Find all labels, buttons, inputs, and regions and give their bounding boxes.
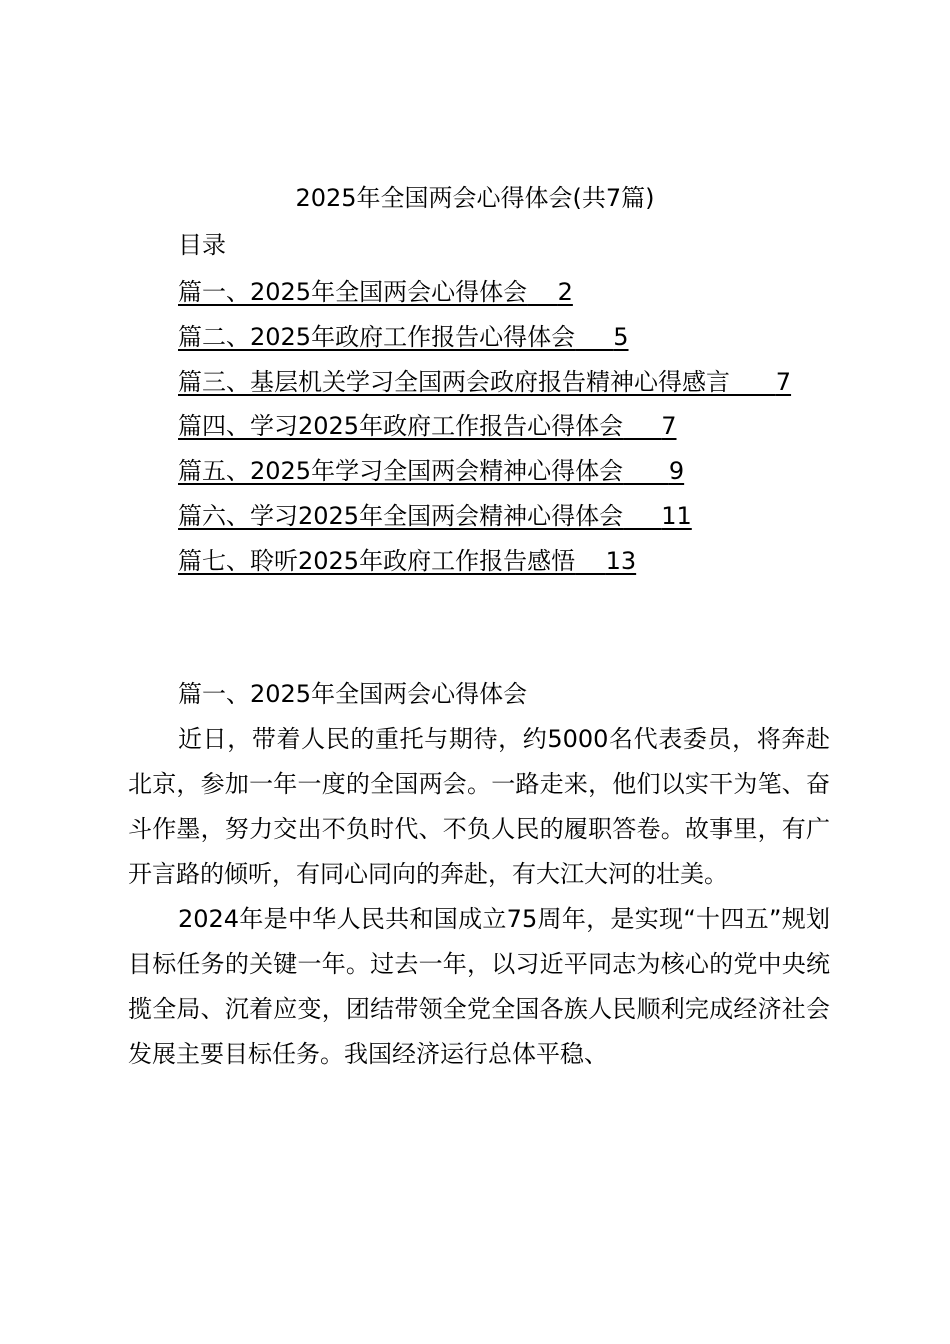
toc-link[interactable] bbox=[178, 278, 573, 306]
toc-entry-page: 9 bbox=[668, 457, 685, 486]
toc-entry-page: 7 bbox=[775, 367, 792, 396]
toc-entry-label: 篇一、2025年全国两会心得体会 bbox=[178, 278, 528, 306]
toc-heading: 目录 bbox=[178, 231, 226, 259]
body-paragraph: 近日，带着人民的重托与期待，约5000名代表委员，将奔赴北京，参加一年一度的全国两会。一路走来，他们以实干为笔、奋斗作墨，努力交出不负时代、不负人民的履职答卷。故事里，有广开言路的倾听，有同心同向的奔赴，有大江大河的壮美。 bbox=[128, 725, 830, 888]
toc-entry bbox=[178, 272, 791, 317]
toc-entry-label: 篇三、基层机关学习全国两会政府报告精神心得感言 bbox=[178, 367, 730, 396]
toc-entry-label: 篇六、学习2025年全国两会精神心得体会 bbox=[178, 501, 624, 530]
document-body bbox=[128, 672, 830, 1077]
toc-entry-page: 11 bbox=[661, 501, 692, 530]
toc-entry-label: 篇五、2025年学习全国两会精神心得体会 bbox=[178, 457, 624, 486]
toc-link[interactable] bbox=[178, 412, 677, 440]
document-title: 2025年全国两会心得体会(共7篇) bbox=[295, 184, 655, 212]
toc-link[interactable] bbox=[178, 502, 692, 530]
toc-entry bbox=[178, 362, 791, 407]
toc-entry bbox=[178, 496, 791, 541]
toc-entry-page: 7 bbox=[661, 412, 677, 441]
toc-entry bbox=[178, 541, 791, 586]
toc-entry bbox=[178, 451, 791, 496]
toc-entry-label: 篇七、聆听2025年政府工作报告感悟 bbox=[178, 546, 576, 575]
toc-entry-page: 5 bbox=[613, 322, 629, 351]
toc-entry-label: 篇二、2025年政府工作报告心得体会 bbox=[178, 322, 576, 351]
toc-entry-label: 篇四、学习2025年政府工作报告心得体会 bbox=[178, 412, 624, 441]
toc-entry-page: 13 bbox=[605, 546, 637, 575]
toc-link[interactable] bbox=[178, 368, 791, 396]
table-of-contents bbox=[178, 272, 791, 586]
toc-entry bbox=[178, 317, 791, 362]
toc-link[interactable] bbox=[178, 457, 684, 485]
section-heading: 篇一、2025年全国两会心得体会 bbox=[178, 680, 528, 708]
toc-link[interactable] bbox=[178, 323, 629, 351]
toc-link[interactable] bbox=[178, 547, 636, 575]
toc-entry-page: 2 bbox=[557, 278, 573, 306]
body-paragraph: 2024年是中华人民共和国成立75周年，是实现“十四五”规划目标任务的关键一年。过去一年，以习近平同志为核心的党中央统揽全局、沉着应变，团结带领全党全国各族人民顺利完成经济社会发展主要目标任务。我国经济运行总体平稳、 bbox=[128, 905, 830, 1068]
toc-entry bbox=[178, 406, 791, 451]
